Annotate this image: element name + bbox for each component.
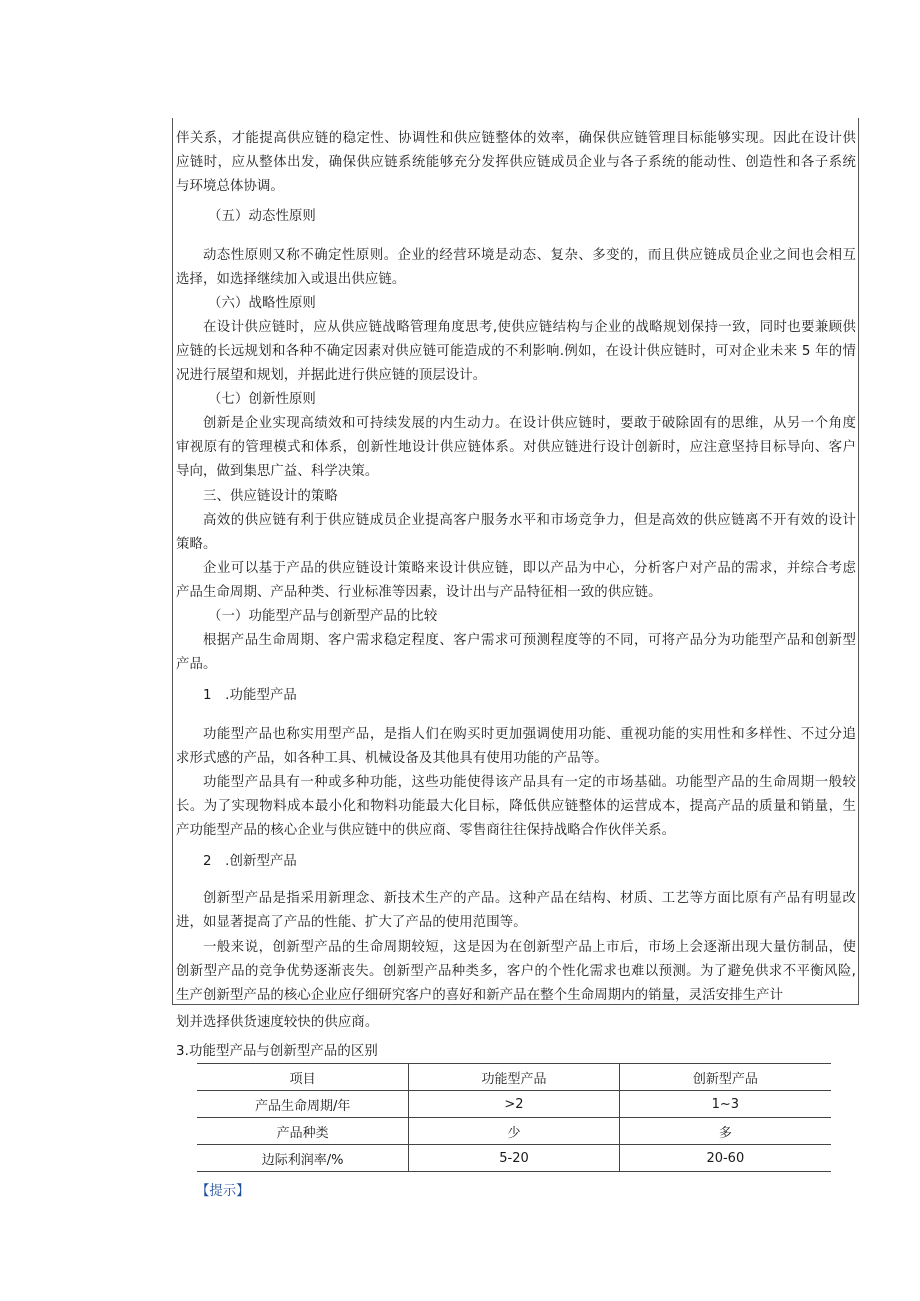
table-cell: 产品种类 xyxy=(197,1118,409,1145)
text-line: 划并选择供货速度较快的供应商。 xyxy=(176,1015,379,1030)
text-line: 创新型产品是指采用新理念、新技术生产的产品。这种产品在结构、材质、工艺等方面比原有产品有明显改 xyxy=(203,891,856,906)
table-cell: 多 xyxy=(619,1118,831,1145)
comparison-table-wrap xyxy=(197,1063,831,1172)
table-row xyxy=(197,1091,831,1118)
text-line: 产品。 xyxy=(176,657,217,672)
table-cell: 20-60 xyxy=(619,1145,831,1172)
table-header-row xyxy=(197,1064,831,1091)
table-header-cell: 功能型产品 xyxy=(409,1064,619,1091)
text-line: 伴关系，才能提高供应链的稳定性、协调性和供应链整体的效率，确保供应链管理目标能够实现。因此在设计供 xyxy=(176,131,856,146)
table-cell: 少 xyxy=(409,1118,619,1145)
table-header-cell: 创新型产品 xyxy=(619,1064,831,1091)
text-line: 求形式感的产品，如各种工具、机械设备及其他具有使用功能的产品等。 xyxy=(176,751,608,766)
text-line: 高效的供应链有利于供应链成员企业提高客户服务水平和市场竞争力，但是高效的供应链离不开有效的设计 xyxy=(203,513,856,528)
text-line: （六）战略性原则 xyxy=(208,296,316,311)
table-cell: 产品生命周期/年 xyxy=(197,1091,409,1118)
text-line: 在设计供应链时，应从供应链战略管理角度思考,使供应链结构与企业的战略规划保持一致，同时也要兼顾供 xyxy=(203,320,856,335)
text-line: 策略。 xyxy=(176,537,217,552)
text-line: 创新是企业实现高绩效和可持续发展的内生动力。在设计供应链时，要敢于破除固有的思维，从另一个角度 xyxy=(203,416,856,431)
text-line: 产功能型产品的核心企业与供应链中的供应商、零售商往往保持战略合作伙伴关系。 xyxy=(176,823,676,838)
text-line: （七）创新性原则 xyxy=(208,392,316,407)
text-line: （五）动态性原则 xyxy=(208,209,316,224)
text-line: （一）功能型产品与创新型产品的比较 xyxy=(208,609,438,624)
table-cell: >2 xyxy=(409,1091,619,1118)
text-line: 况进行展望和规划，并据此进行供应链的顶层设计。 xyxy=(176,368,487,383)
table-cell: 5-20 xyxy=(409,1145,619,1172)
text-line: 3.功能型产品与创新型产品的区别 xyxy=(176,1044,378,1059)
text-line: 一般来说，创新型产品的生命周期较短，这是因为在创新型产品上市后，市场上会逐渐出现大量仿制品，使 xyxy=(203,940,856,955)
text-line: 进，如显著提高了产品的性能、扩大了产品的使用范围等。 xyxy=(176,915,527,930)
table-cell: 1~3 xyxy=(619,1091,831,1118)
text-line: 选择，如选择继续加入或退出供应链。 xyxy=(176,272,406,287)
table-row xyxy=(197,1118,831,1145)
table-cell: 边际利润率/% xyxy=(197,1145,409,1172)
text-line: 导向，做到集思广益、科学决策。 xyxy=(176,464,379,479)
table-row xyxy=(197,1145,831,1172)
text-line: 动态性原则又称不确定性原则。企业的经营环境是动态、复杂、多变的，而且供应链成员企业之间也会相互 xyxy=(203,248,856,263)
text-line: 根据产品生命周期、客户需求稳定程度、客户需求可预测程度等的不同，可将产品分为功能型产品和创新型 xyxy=(203,633,856,648)
tip-label: 【提示】 xyxy=(196,1184,250,1199)
table-header-cell: 项目 xyxy=(197,1064,409,1091)
text-line: 功能型产品具有一种或多种功能，这些功能使得该产品具有一定的市场基础。功能型产品的生命周期一般较 xyxy=(203,775,856,790)
text-line: 生产创新型产品的核心企业应仔细研究客户的喜好和新产品在整个生命周期内的销量，灵活安排生产计 xyxy=(176,988,784,1003)
text-line: 长。为了实现物料成本最小化和物料功能最大化目标，降低供应链整体的运营成本，提高产品的质量和销量，生 xyxy=(176,799,856,814)
comparison-table xyxy=(197,1063,831,1172)
text-line: 三、供应链设计的策略 xyxy=(203,489,338,504)
text-line: 审视原有的管理模式和体系，创新性地设计供应链体系。对供应链进行设计创新时，应注意坚持目标导向、客户 xyxy=(176,440,856,455)
text-line: 1 .功能型产品 xyxy=(203,688,297,703)
text-line: 产品生命周期、产品种类、行业标准等因素，设计出与产品特征相一致的供应链。 xyxy=(176,585,662,600)
text-line: 与环境总体协调。 xyxy=(176,179,284,194)
text-line: 应链时，应从整体出发，确保供应链系统能够充分发挥供应链成员企业与各子系统的能动性、创造性和各子系统 xyxy=(176,155,856,170)
text-line: 应链的长远规划和各种不确定因素对供应链可能造成的不利影响.例如，在设计供应链时，可对企业未来 5 年的情 xyxy=(176,344,856,359)
text-line: 2 .创新型产品 xyxy=(203,854,297,869)
text-line: 企业可以基于产品的供应链设计策略来设计供应链，即以产品为中心，分析客户对产品的需求，并综合考虑 xyxy=(203,561,856,576)
text-line: 功能型产品也称实用型产品，是指人们在购买时更加强调使用功能、重视功能的实用性和多样性、不过分追 xyxy=(203,727,856,742)
text-line: 创新型产品的竞争优势逐渐丧失。创新型产品种类多，客户的个性化需求也难以预测。为了避免供求不平衡风险, xyxy=(176,964,856,979)
